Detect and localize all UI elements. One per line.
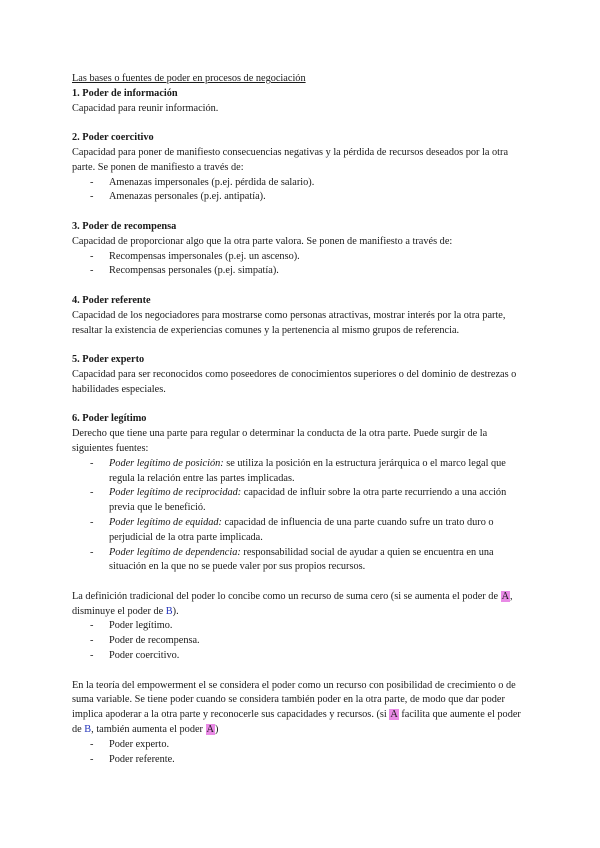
list-item: - Recompensas personales (p.ej. simpatía). xyxy=(72,264,524,279)
heading-coercitivo: 2. Poder coercitivo xyxy=(72,132,154,144)
desc-dependencia: responsabilidad social de ayudar a quien se encuentra en una situación en la que no se puede valer por sus propios recursos. xyxy=(109,546,494,573)
text-coercitivo: Capacidad para poner de manifiesto consecuencias negativas y la pérdida de recursos deseados por la otra parte. Se ponen de manifiesto a través de: xyxy=(72,146,509,173)
text-legitimo: Derecho que tiene una parte para regular o determinar la conducta de la otra parte. Puede surgir de la siguientes fuentes: xyxy=(72,428,488,454)
list-item: - Poder experto. xyxy=(72,738,524,753)
list-item xyxy=(72,546,524,576)
blue-b: B xyxy=(84,724,92,736)
text-tradicional: La definición tradicional del poder lo concibe como un recurso de suma cero (si se aumenta el poder de A, disminuye el poder de B). xyxy=(72,590,513,617)
highlight-a: A xyxy=(501,590,510,602)
desc-equidad: capacidad de influencia de una parte cuando sufre un trato duro o perjudicial de la otra parte implicada. xyxy=(109,516,494,543)
term-reciprocidad: Poder legítimo de reciprocidad: xyxy=(109,487,242,499)
text-recompensa: Capacidad de proporcionar algo que la otra parte valora. Se ponen de manifiesto a través de: xyxy=(72,235,453,247)
list-recompensa xyxy=(72,250,524,280)
list-legitimo xyxy=(72,457,524,575)
list-item: - Amenazas impersonales (p.ej. pérdida de salario). xyxy=(72,176,524,191)
text-empowerment: En la teoría del empowerment el se considera el poder como un recurso con posibilidad de crecimiento o de suma variable. Se tiene poder cuando se considera también poder en la otra parte, de modo que dar poder implica apoderar a la otra parte y reconocerle sus capacidades y recursos. (si A facilita que aumente el poder de B, también aumenta el poder A) xyxy=(72,679,521,736)
list-item: - Poder legítimo. xyxy=(72,619,524,634)
heading-recompensa: 3. Poder de recompensa xyxy=(72,220,177,232)
heading-legitimo: 6. Poder legítimo xyxy=(72,413,147,425)
desc-posicion: se utiliza la posición en la estructura jerárquica o el marco legal que regula la relación entre las partes implicadas. xyxy=(109,457,506,484)
term-dependencia: Poder legítimo de dependencia: xyxy=(109,546,241,558)
list-empowerment xyxy=(72,738,524,768)
blue-b: B xyxy=(165,605,173,617)
text-referente: Capacidad de los negociadores para mostrarse como personas atractivas, mostrar interés por la otra parte, resaltar la existencia de experiencias comunes y la pertenencia al mismo grupos de referencia. xyxy=(72,309,506,336)
term-posicion: Poder legítimo de posición: xyxy=(109,457,224,469)
heading-referente: 4. Poder referente xyxy=(72,294,151,306)
list-item: - Recompensas impersonales (p.ej. un ascenso). xyxy=(72,250,524,265)
document-page xyxy=(72,72,524,767)
highlight-a: A xyxy=(206,724,214,736)
list-item: - Poder referente. xyxy=(72,753,524,768)
list-coercitivo xyxy=(72,176,524,206)
list-item xyxy=(72,516,524,546)
desc-reciprocidad: capacidad de influir sobre la otra parte recurriendo a una acción previa que le benefició. xyxy=(109,487,507,514)
document-title: Las bases o fuentes de poder en procesos de negociación xyxy=(72,73,306,84)
text-informacion: Capacidad para reunir información. xyxy=(72,102,219,114)
list-item xyxy=(72,486,524,516)
list-item: - Poder coercitivo. xyxy=(72,649,524,664)
heading-experto: 5. Poder experto xyxy=(72,354,145,366)
highlight-a: A xyxy=(390,709,398,721)
term-equidad: Poder legítimo de equidad: xyxy=(109,516,222,528)
heading-informacion: 1. Poder de información xyxy=(72,87,178,99)
list-tradicional xyxy=(72,619,524,663)
list-item: - Poder de recompensa. xyxy=(72,634,524,649)
list-item: - Amenazas personales (p.ej. antipatía). xyxy=(72,190,524,205)
list-item xyxy=(72,457,524,487)
text-experto: Capacidad para ser reconocidos como poseedores de conocimientos superiores o del dominio de destrezas o habilidades especiales. xyxy=(72,368,517,395)
